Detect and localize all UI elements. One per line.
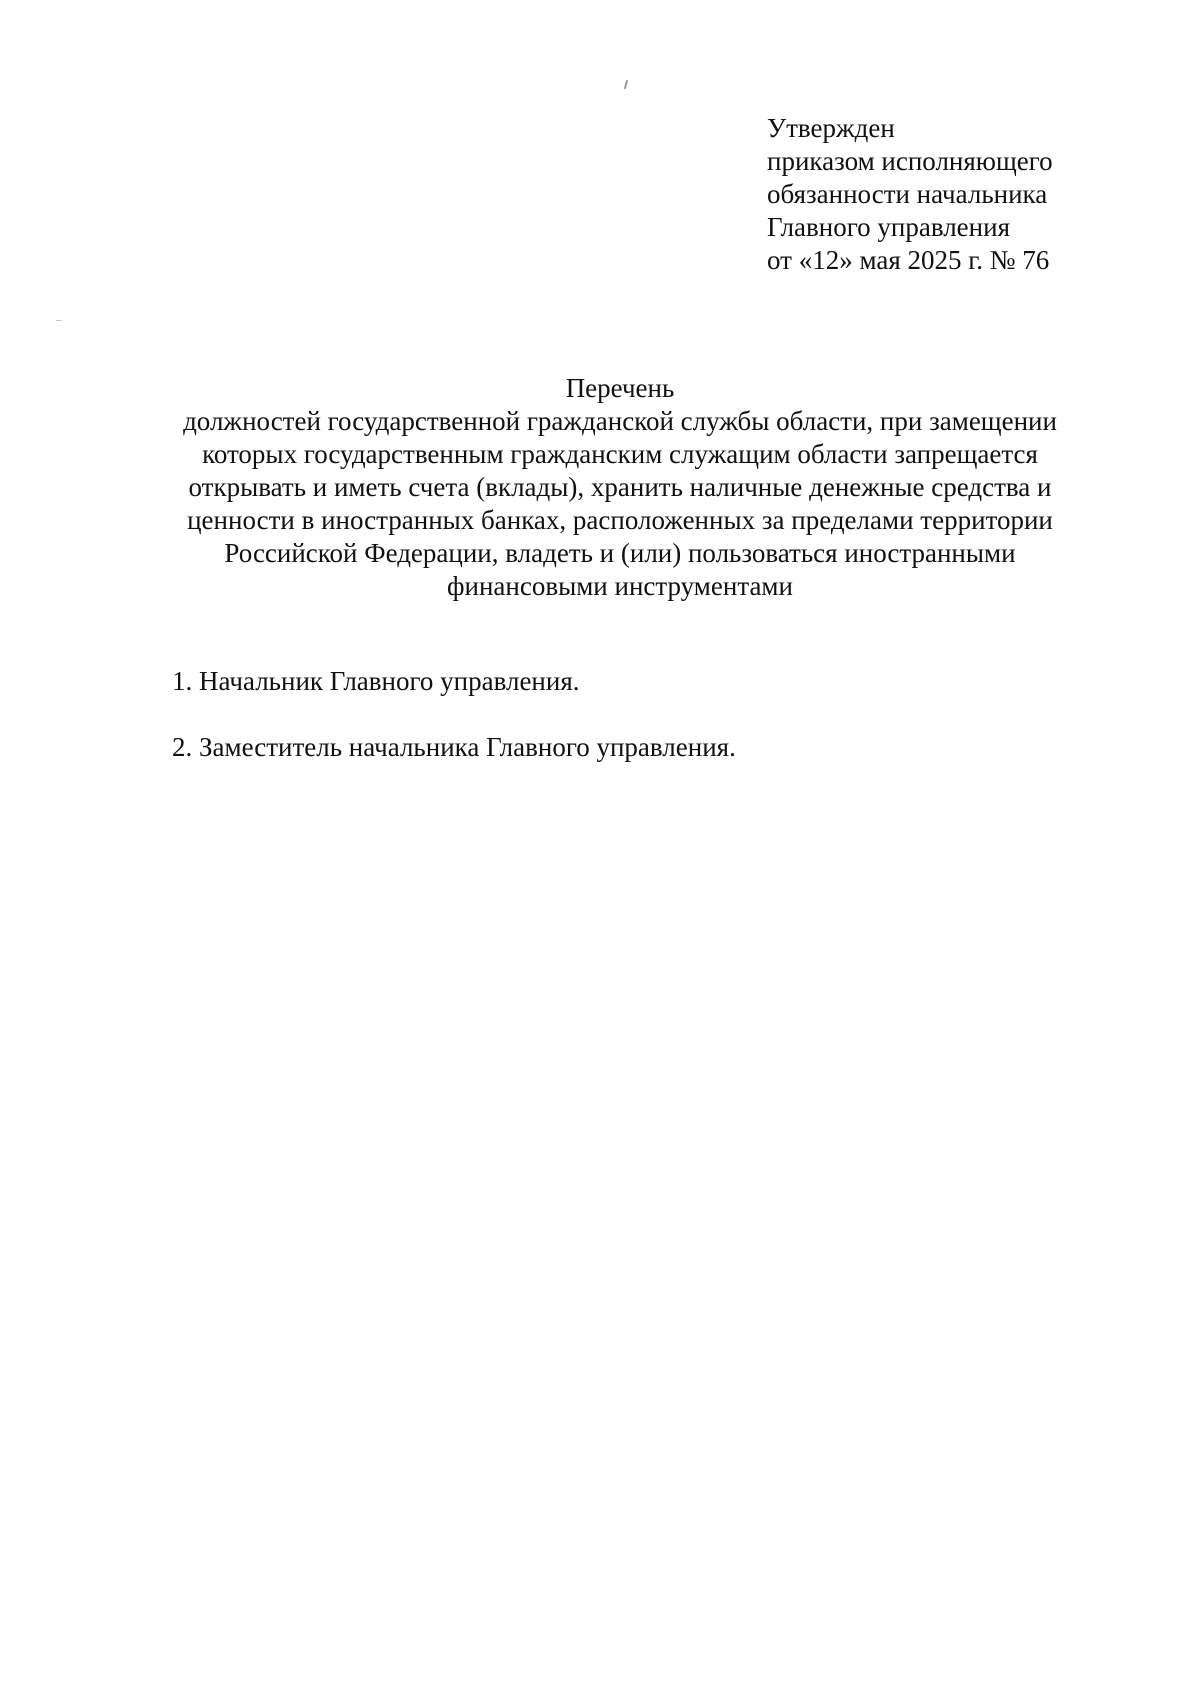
- subtitle-line: должностей государственной гражданской службы области, при замещении: [183, 406, 1057, 436]
- list-item: 2. Заместитель начальника Главного управления.: [172, 732, 736, 762]
- approval-line: Главного управления: [767, 212, 1010, 242]
- document-title-block: [140, 372, 1100, 603]
- approval-line: приказом исполняющего: [767, 146, 1053, 176]
- document-subtitle: [140, 405, 1100, 603]
- subtitle-line: Российской Федерации, владеть и (или) пользоваться иностранными: [224, 538, 1016, 568]
- subtitle-line: открывать и иметь счета (вклады), хранить наличные денежные средства и: [188, 472, 1052, 502]
- scan-artifact-dot: [56, 320, 62, 321]
- approval-line: от «12» мая 2025 г. № 76: [767, 245, 1050, 275]
- approval-stamp-block: [767, 112, 1127, 277]
- list-item: 1. Начальник Главного управления.: [172, 666, 580, 696]
- subtitle-line: ценности в иностранных банках, расположенных за пределами территории: [187, 505, 1053, 535]
- subtitle-line: которых государственным гражданским служащим области запрещается: [202, 439, 1038, 469]
- approval-line: обязанности начальника: [767, 179, 1048, 209]
- positions-list: [172, 665, 1072, 797]
- subtitle-line: финансовыми инструментами: [447, 571, 793, 601]
- approval-line: Утвержден: [767, 113, 895, 143]
- scan-artifact-mark: [624, 80, 628, 89]
- document-heading: Перечень: [565, 373, 675, 403]
